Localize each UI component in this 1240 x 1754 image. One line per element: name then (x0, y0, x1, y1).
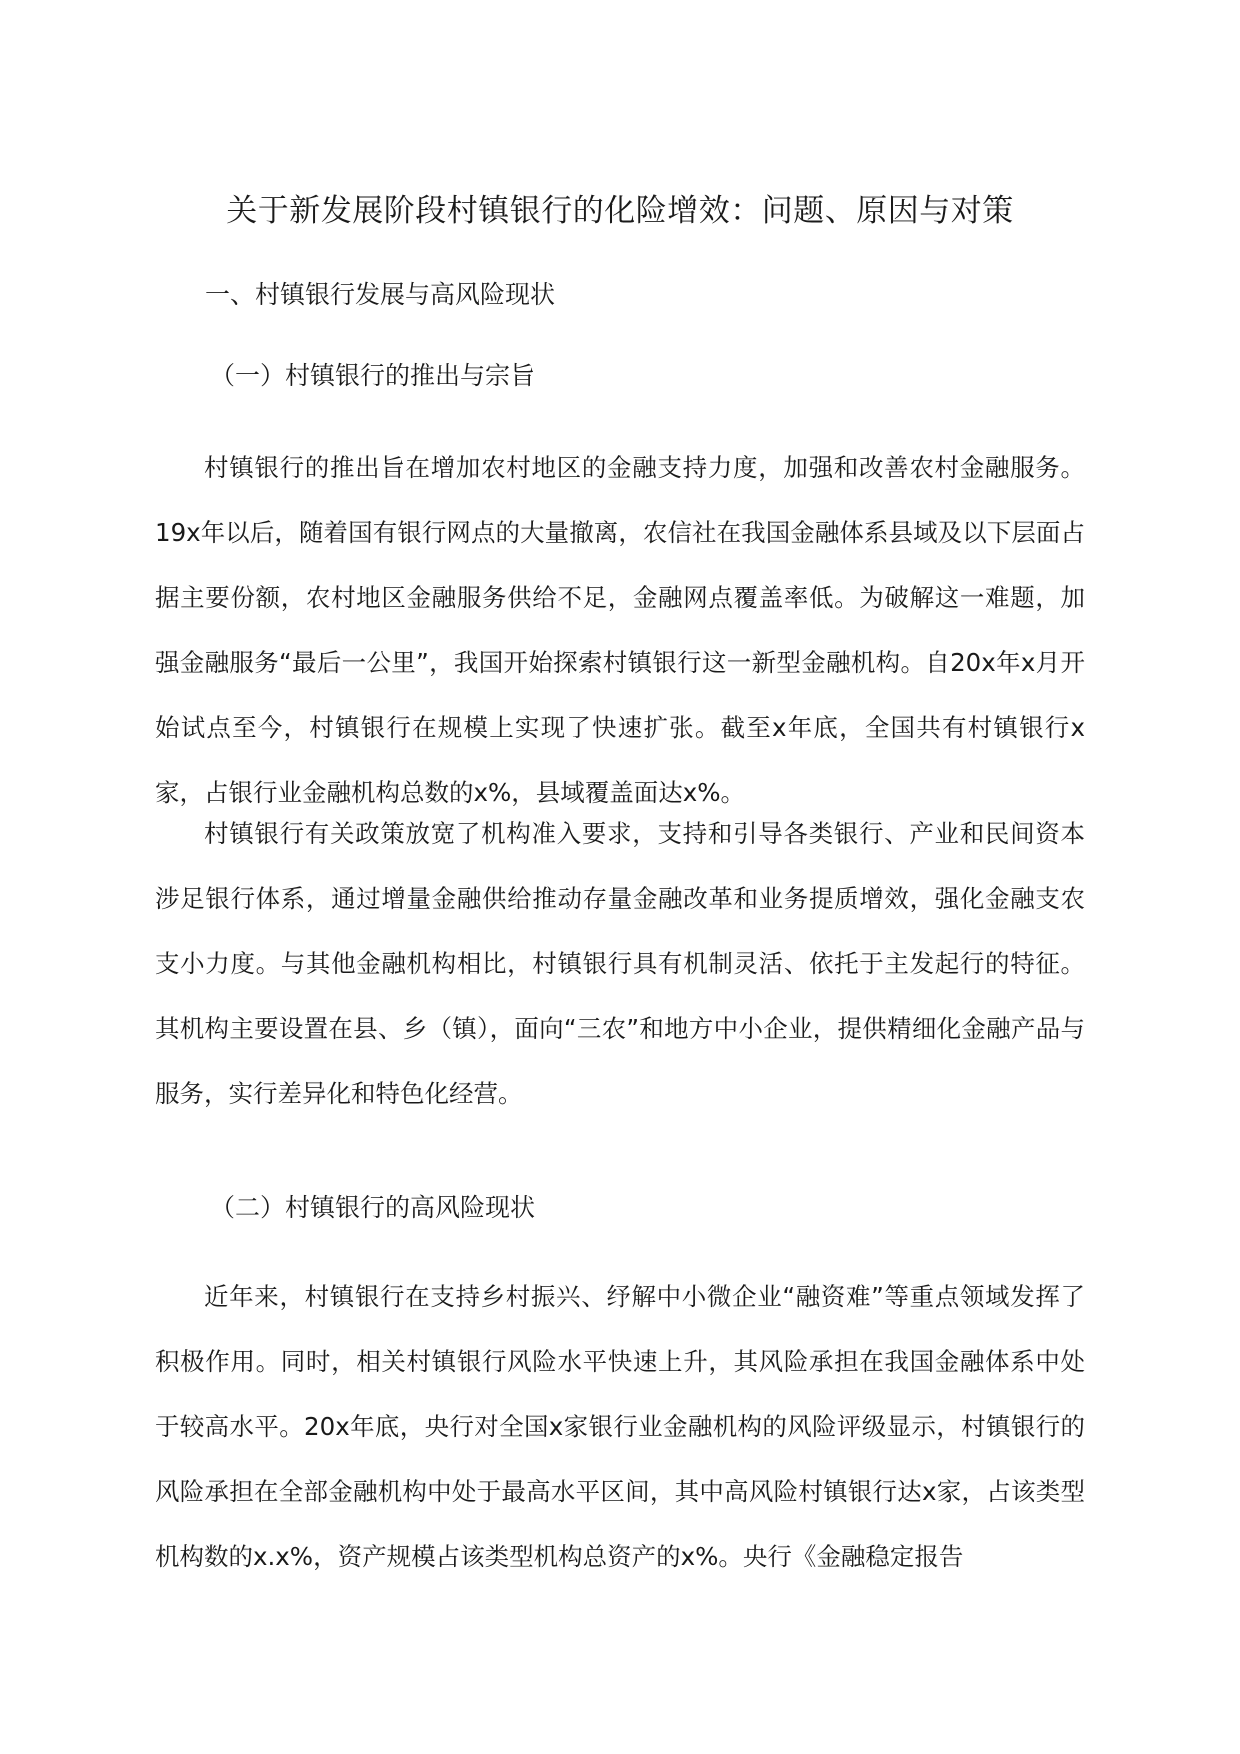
paragraph-1: 村镇银行的推出旨在增加农村地区的金融支持力度，加强和改善农村金融服务。19x年以后，随着国有银行网点的大量撤离，农信社在我国金融体系县域及以下层面占据主要份额，农村地区金融服务供给不足，金融网点覆盖率低。为破解这一难题，加强金融服务“最后一公里”，我国开始探索村镇银行这一新型金融机构。自20x年x月开始试点至今，村镇银行在规模上实现了快速扩张。截至x年底，全国共有村镇银行x家，占银行业金融机构总数的x%，县域覆盖面达x%。 (155, 453, 1085, 807)
section-heading-1: 一、村镇银行发展与高风险现状 (205, 280, 556, 309)
subsection-heading-1: （一）村镇银行的推出与宗旨 (210, 361, 536, 390)
paragraph-2: 村镇银行有关政策放宽了机构准入要求，支持和引导各类银行、产业和民间资本涉足银行体系，通过增量金融供给推动存量金融改革和业务提质增效，强化金融支农支小力度。与其他金融机构相比，村镇银行具有机制灵活、依托于主发起行的特征。其机构主要设置在县、乡（镇），面向“三农”和地方中小企业，提供精细化金融产品与服务，实行差异化和特色化经营。 (155, 819, 1085, 1108)
subsection-heading-2: （二）村镇银行的高风险现状 (210, 1193, 536, 1222)
paragraph-3: 近年来，村镇银行在支持乡村振兴、纾解中小微企业“融资难”等重点领域发挥了积极作用。同时，相关村镇银行风险水平快速上升，其风险承担在我国金融体系中处于较高水平。20x年底，央行对全国x家银行业金融机构的风险评级显示，村镇银行的风险承担在全部金融机构中处于最高水平区间，其中高风险村镇银行达x家，占该类型机构数的x.x%，资产规模占该类型机构总资产的x%。央行《金融稳定报告 (155, 1282, 1085, 1571)
document-title: 关于新发展阶段村镇银行的化险增效：问题、原因与对策 (226, 193, 1014, 229)
